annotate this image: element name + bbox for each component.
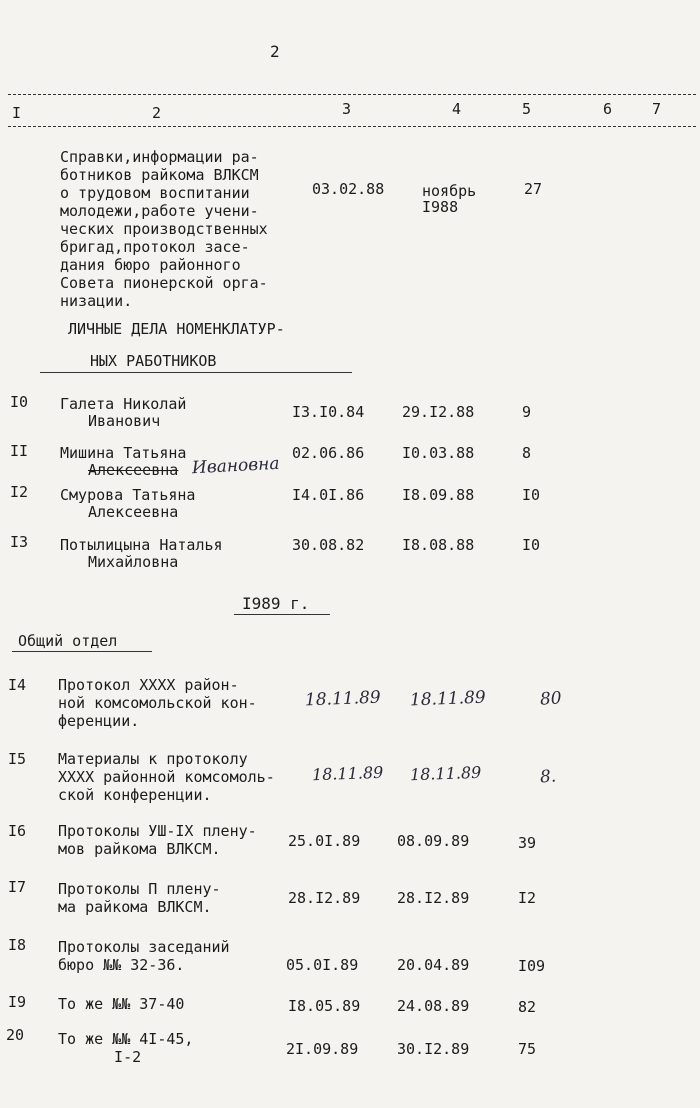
intro-sheets: 27	[524, 180, 543, 198]
intro-line: о трудовом воспитании	[60, 184, 250, 202]
row-start-date: 2I.09.89	[286, 1040, 359, 1058]
row-end-date: 18.11.89	[409, 762, 482, 785]
row-patronymic: Алексеевна	[88, 503, 179, 521]
department-heading: Общий отдел	[18, 632, 118, 650]
row-title-line: Материалы к протоколу	[58, 750, 248, 768]
row-name: Галета Николай	[60, 395, 187, 413]
row-start-date: 30.08.82	[292, 536, 365, 554]
row-number: I7	[8, 878, 27, 896]
row-number: I0	[10, 393, 29, 411]
row-title-line: ма райкома ВЛКСМ.	[58, 898, 212, 916]
row-title-line: То же №№ 37-40	[58, 995, 185, 1013]
row-sheets: I0	[522, 536, 541, 554]
row-title-line: ференции.	[58, 712, 140, 730]
row-title-line: ХХХХ районной комсомоль-	[58, 768, 275, 786]
header-bottom-rule	[8, 126, 696, 127]
intro-line: низации.	[60, 292, 133, 310]
row-patronymic: Иванович	[88, 412, 161, 430]
row-end-date: 18.11.89	[409, 687, 487, 711]
row-sheets: 8	[522, 444, 532, 462]
row-title-line: мов райкома ВЛКСМ.	[58, 840, 221, 858]
row-patronymic-handwritten: Ивановна	[191, 453, 280, 479]
row-title-line: Протоколы УШ-IX плену-	[58, 822, 257, 840]
intro-start-date: 03.02.88	[312, 180, 385, 198]
row-number: I4	[8, 676, 27, 694]
row-title-line: I-2	[96, 1048, 142, 1066]
row-end-date: 24.08.89	[397, 997, 470, 1015]
row-start-date: 18.11.89	[304, 687, 382, 711]
row-start-date: 18.11.89	[311, 762, 384, 785]
row-end-date: I8.09.88	[402, 486, 475, 504]
row-number: I9	[8, 993, 27, 1011]
section-personal-line2: НЫХ РАБОТНИКОВ	[90, 352, 217, 370]
row-end-date: 30.I2.89	[397, 1040, 470, 1058]
column-header-7: 7	[652, 100, 662, 118]
row-number: I3	[10, 533, 29, 551]
row-number: I6	[8, 822, 27, 840]
row-number: 20	[6, 1026, 25, 1044]
row-sheets: 75	[518, 1040, 537, 1058]
row-title-line: Протокол ХХХХ район-	[58, 676, 239, 694]
header-top-rule	[8, 94, 696, 95]
intro-line: ческих производственных	[60, 220, 268, 238]
department-heading-underline	[12, 651, 152, 652]
intro-line: Совета пионерской орга-	[60, 274, 268, 292]
year-heading-underline	[234, 614, 330, 615]
row-sheets: I2	[518, 889, 537, 907]
intro-line: Справки,информации ра-	[60, 148, 259, 166]
row-sheets: 9	[522, 403, 532, 421]
row-title-line: бюро №№ 32-36.	[58, 956, 185, 974]
row-end-date: 20.04.89	[397, 956, 470, 974]
intro-line: молодежи,работе учени-	[60, 202, 259, 220]
intro-line: дания бюро районного	[60, 256, 241, 274]
row-end-date: 28.I2.89	[397, 889, 470, 907]
row-end-date: I8.08.88	[402, 536, 475, 554]
intro-end-month: ноябрь	[422, 182, 477, 200]
row-start-date: I8.05.89	[288, 997, 361, 1015]
row-sheets: 8.	[539, 766, 557, 788]
row-sheets: 80	[539, 688, 563, 710]
row-start-date: 25.0I.89	[288, 832, 361, 850]
row-name: Потылицына Наталья	[60, 536, 223, 554]
column-header-4: 4	[452, 100, 462, 118]
row-name: Смурова Татьяна	[60, 486, 196, 504]
row-patronymic-struck: Алексеевна	[88, 461, 179, 479]
row-sheets: I0	[522, 486, 541, 504]
section-personal-underline	[40, 372, 352, 373]
intro-line: бригад,протокол засе-	[60, 238, 250, 256]
intro-line: ботников райкома ВЛКСМ	[60, 166, 259, 184]
row-end-date: I0.03.88	[402, 444, 475, 462]
row-start-date: 28.I2.89	[288, 889, 361, 907]
row-title-line: ной комсомольской кон-	[58, 694, 257, 712]
row-start-date: I3.I0.84	[292, 403, 365, 421]
row-title-line: Протоколы П плену-	[58, 880, 221, 898]
row-number: I8	[8, 936, 27, 954]
row-sheets: 39	[518, 834, 537, 852]
column-header-5: 5	[522, 100, 532, 118]
row-number: I5	[8, 750, 27, 768]
intro-end-year: I988	[422, 198, 459, 216]
row-title-line: То же №№ 4I-45,	[58, 1030, 194, 1048]
row-title-line: Протоколы заседаний	[58, 938, 230, 956]
row-start-date: 05.0I.89	[286, 956, 359, 974]
row-start-date: I4.0I.86	[292, 486, 365, 504]
page-number: 2	[270, 42, 280, 61]
row-sheets: 82	[518, 998, 537, 1016]
row-number: II	[10, 442, 29, 460]
column-header-2: 2	[152, 104, 162, 122]
row-title-line: ской конференции.	[58, 786, 212, 804]
column-header-1: I	[12, 104, 22, 122]
row-start-date: 02.06.86	[292, 444, 365, 462]
row-patronymic: Михайловна	[88, 553, 179, 571]
row-sheets: I09	[518, 957, 546, 975]
column-header-6: 6	[603, 100, 613, 118]
section-personal-line1: ЛИЧНЫЕ ДЕЛА НОМЕНКЛАТУР-	[68, 320, 285, 338]
column-header-3: 3	[342, 100, 352, 118]
row-number: I2	[10, 483, 29, 501]
year-heading: I989 г.	[242, 594, 310, 613]
row-end-date: 08.09.89	[397, 832, 470, 850]
row-end-date: 29.I2.88	[402, 403, 475, 421]
row-name: Мишина Татьяна	[60, 444, 187, 462]
